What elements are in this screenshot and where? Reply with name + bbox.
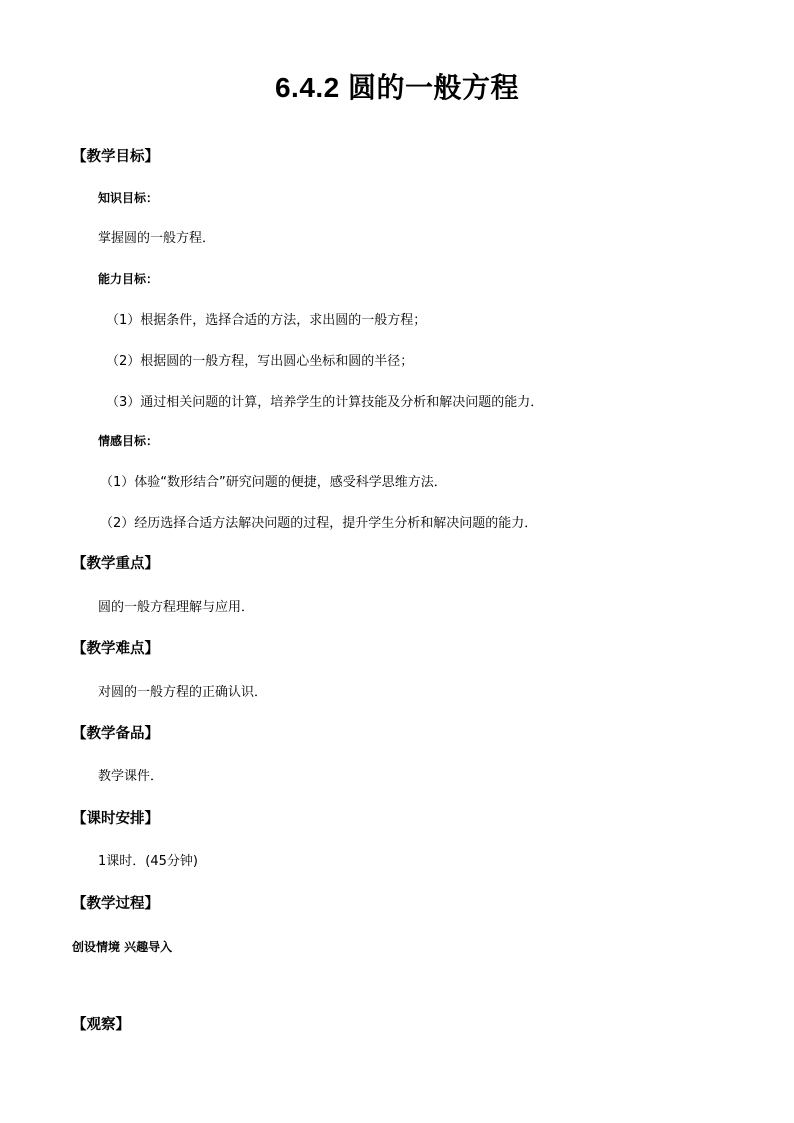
- key-points-text: 圆的一般方程理解与应用．: [98, 600, 255, 615]
- schedule-heading: 【课时安排】: [72, 811, 159, 827]
- document-title: 6.4.2 圆的一般方程: [274, 72, 520, 103]
- ability-objective-item: （1）根据条件，选择合适的方法，求出圆的一般方程；: [106, 313, 427, 328]
- emotion-objective-label: 情感目标：: [98, 434, 159, 448]
- ability-objective-item: （3）通过相关问题的计算，培养学生的计算技能及分析和解决问题的能力．: [106, 395, 544, 410]
- materials-text: 教学课件．: [98, 769, 164, 784]
- materials-heading: 【教学备品】: [72, 726, 159, 742]
- ability-objective-item: （2）根据圆的一般方程，写出圆心坐标和圆的半径；: [106, 354, 414, 369]
- process-subheading: 创设情境 兴趣导入: [72, 940, 173, 954]
- knowledge-objective-text: 掌握圆的一般方程．: [98, 231, 216, 246]
- process-heading: 【教学过程】: [72, 896, 159, 912]
- key-points-heading: 【教学重点】: [72, 556, 159, 572]
- schedule-text: 1课时．(45分钟): [98, 854, 198, 869]
- emotion-objective-item: （1）体验“数形结合”研究问题的便捷，感受科学思维方法．: [100, 475, 447, 490]
- observe-heading: 【观察】: [72, 1017, 130, 1033]
- difficulty-heading: 【教学难点】: [72, 641, 159, 657]
- objectives-heading: 【教学目标】: [72, 149, 159, 165]
- emotion-objective-item: （2）经历选择合适方法解决问题的过程，提升学生分析和解决问题的能力．: [100, 516, 538, 531]
- ability-objective-label: 能力目标：: [98, 272, 159, 286]
- difficulty-text: 对圆的一般方程的正确认识．: [98, 685, 268, 700]
- knowledge-objective-label: 知识目标：: [98, 191, 159, 205]
